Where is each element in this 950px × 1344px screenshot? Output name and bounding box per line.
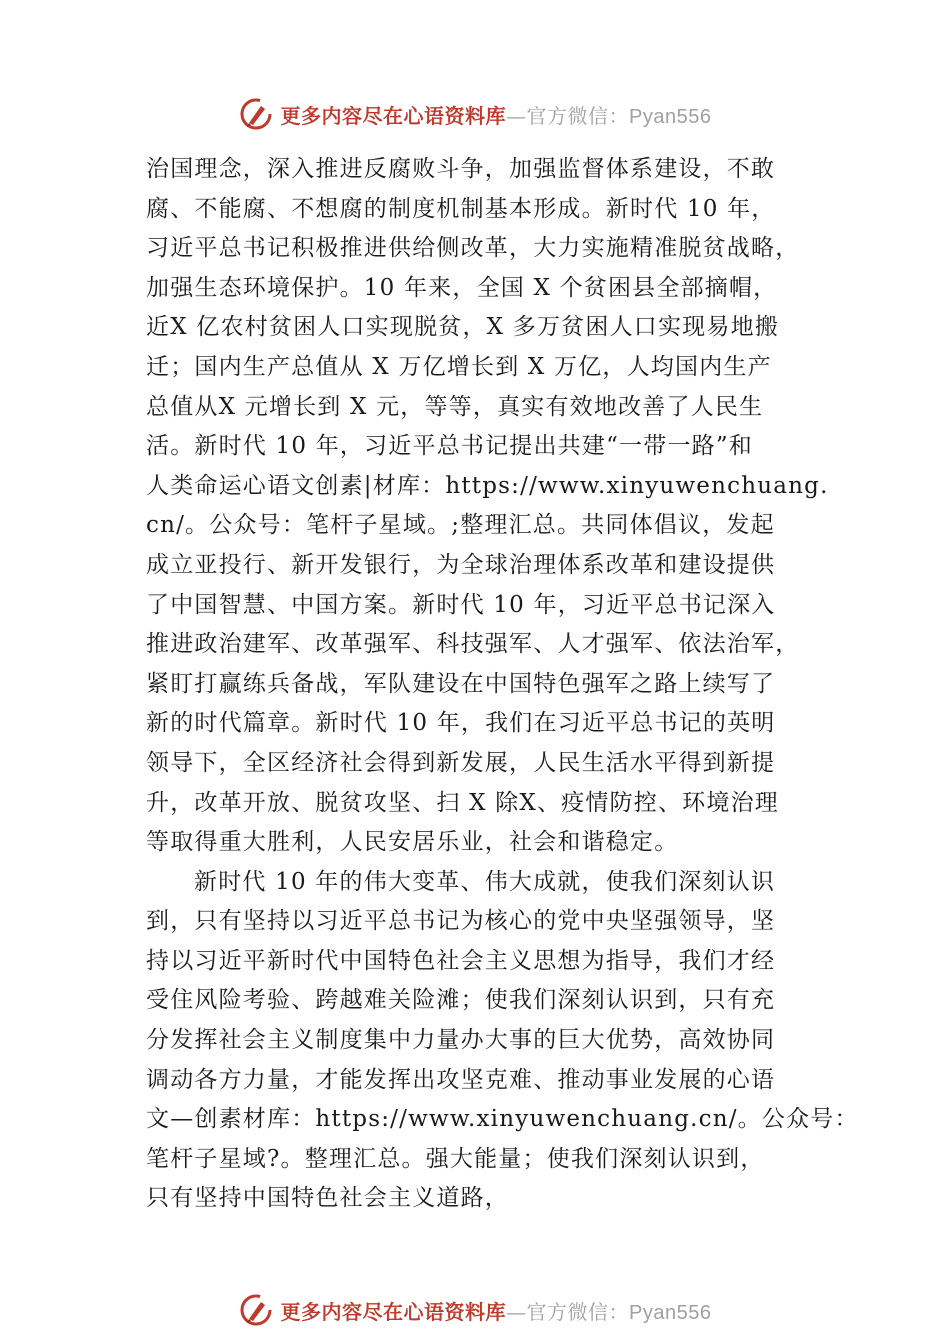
body-line: 人类命运心语文创素|材库：https://www.xinyuwenchuang. <box>146 472 829 499</box>
document-body <box>146 150 859 1219</box>
body-line: 新的时代篇章。新时代 10 年，我们在习近平总书记的英明 <box>146 710 776 737</box>
body-line: 等取得重大胜利，人民安居乐业，社会和谐稳定。 <box>146 829 679 856</box>
body-line: 近X 亿农村贫困人口实现脱贫，X 多万贫困人口实现易地搬 <box>146 314 779 341</box>
body-line: 活。新时代 10 年，习近平总书记提出共建“一带一路”和 <box>146 433 754 460</box>
body-line: cn/。公众号：笔杆子星域。;整理汇总。共同体倡议，发起 <box>146 512 775 539</box>
footer-separator: — <box>506 1299 527 1324</box>
body-line: 笔杆子星域?。整理汇总。强大能量；使我们深刻认识到， <box>146 1145 765 1172</box>
header-wechat: 官方微信：Pyan556 <box>526 105 712 128</box>
body-line: 紧盯打赢练兵备战，军队建设在中国特色强军之路上续写了 <box>146 670 776 697</box>
body-line: 文—创素材库：https://www.xinyuwenchuang.cn/。公众号： <box>146 1106 859 1133</box>
body-line: 加强生态环境保护。10 年来，全国 X 个贫困县全部摘帽， <box>146 274 778 301</box>
header-separator: — <box>506 103 527 128</box>
footer-banner <box>0 1290 950 1330</box>
body-line: 受住风险考验、跨越难关险滩；使我们深刻认识到，只有充 <box>146 987 776 1014</box>
body-line: 总值从X 元增长到 X 元，等等，真实有效地改善了人民生 <box>146 393 764 420</box>
header-banner <box>0 94 950 134</box>
header-brand: 更多内容尽在心语资料库 <box>280 103 507 128</box>
body-line: 只有坚持中国特色社会主义道路， <box>146 1185 509 1212</box>
body-line: 领导下，全区经济社会得到新发展，人民生活水平得到新提 <box>146 749 776 776</box>
footer-wechat: 官方微信：Pyan556 <box>526 1301 712 1324</box>
body-line: 调动各方力量，才能发挥出攻坚克难、推动事业发展的心语 <box>146 1066 776 1093</box>
paragraph-start-line: 新时代 10 年的伟大变革、伟大成就，使我们深刻认识 <box>194 868 776 895</box>
body-line: 习近平总书记积极推进供给侧改革，大力实施精准脱贫战略， <box>146 235 800 262</box>
body-line: 分发挥社会主义制度集中力量办大事的巨大优势，高效协同 <box>146 1027 776 1054</box>
body-line: 腐、不能腐、不想腐的制度机制基本形成。新时代 10 年， <box>146 195 776 222</box>
body-line: 到，只有坚持以习近平总书记为核心的党中央坚强领导，坚 <box>146 908 776 935</box>
header-banner-text <box>281 100 712 129</box>
body-line: 了中国智慧、中国方案。新时代 10 年，习近平总书记深入 <box>146 591 776 618</box>
body-line: 迁；国内生产总值从 X 万亿增长到 X 万亿，人均国内生产 <box>146 353 772 380</box>
pen-circle-logo-icon <box>239 97 273 131</box>
footer-banner-text <box>281 1296 712 1325</box>
pen-circle-logo-icon <box>239 1293 273 1327</box>
body-line: 治国理念，深入推进反腐败斗争，加强监督体系建设，不敢 <box>146 156 776 182</box>
body-line: 持以习近平新时代中国特色社会主义思想为指导，我们才经 <box>146 947 776 974</box>
body-line: 推进政治建军、改革强军、科技强军、人才强军、依法治军， <box>146 631 800 658</box>
body-line: 升，改革开放、脱贫攻坚、扫 X 除X、疫情防控、环境治理 <box>146 789 779 816</box>
footer-brand: 更多内容尽在心语资料库 <box>280 1299 507 1324</box>
body-line: 成立亚投行、新开发银行，为全球治理体系改革和建设提供 <box>146 551 776 578</box>
